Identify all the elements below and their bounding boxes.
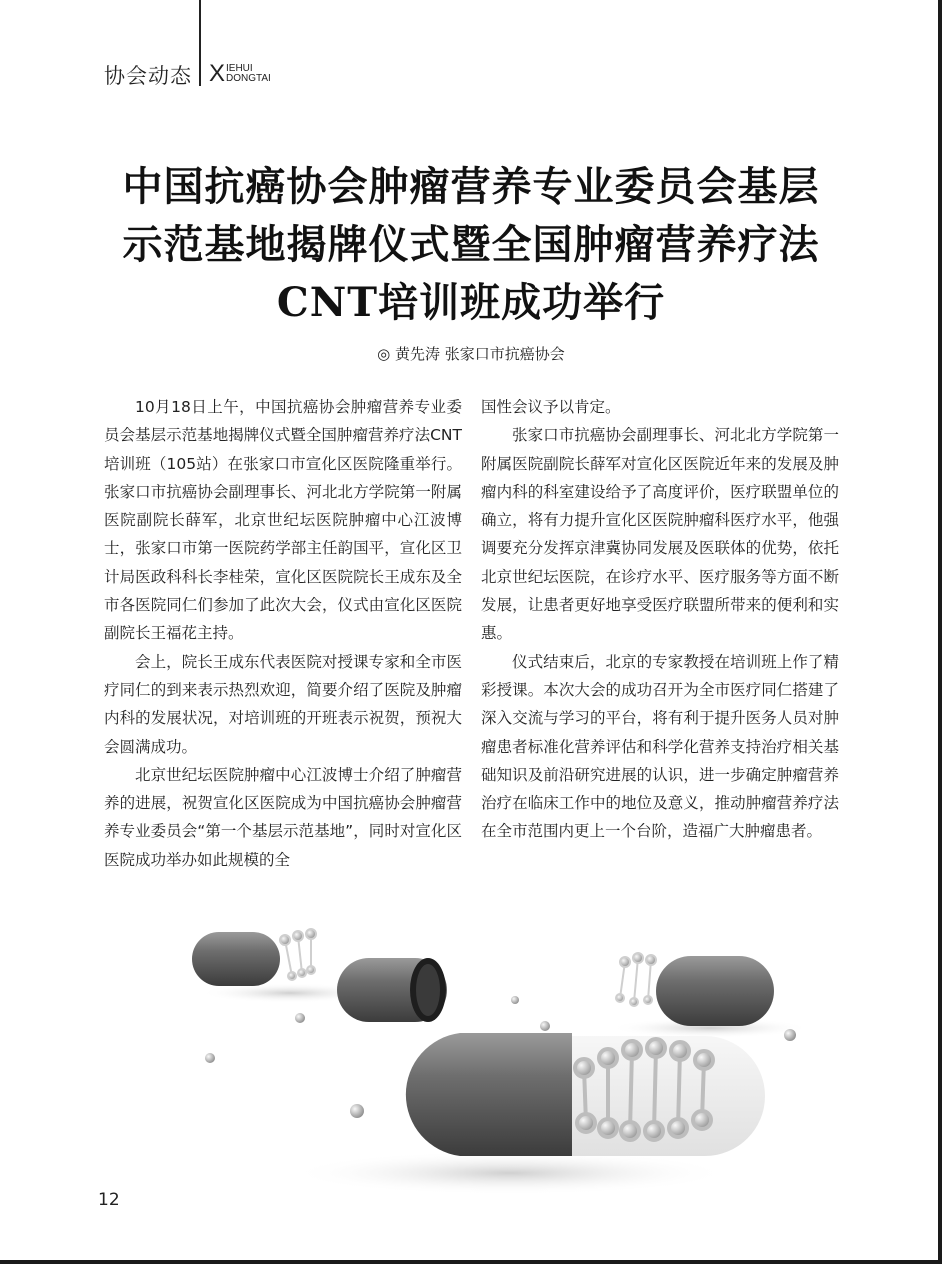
paragraph-4: 张家口市抗癌协会副理事长、河北北方学院第一附属医院副院长薛军对宣化区医院近年来的发展及肿瘤内科的科室建设给予了高度评价，医疗联盟单位的确立，将有力提升宣化区医院肿瘤科医疗水平，他强调要充分发挥京津冀协同发展及医联体的优势，依托北京世纪坛医院，在诊疗水平、医疗服务等方面不断发展，让患者更好地享受医疗联盟所带来的便利和实惠。 [481,426,839,643]
paragraph-1: 10月18日上午，中国抗癌协会肿瘤营养专业委员会基层示范基地揭牌仪式暨全国肿瘤营养疗法CNT培训班（105站）在张家口市宣化区医院隆重举行。张家口市抗癌协会副理事长、河北北方学院第一附属医院副院长薛军，北京世纪坛医院肿瘤中心江波博士，张家口市第一医院药学部主任韵国平，宣化区卫计局医政科科长李桂荣，宣化区医院院长王成东及全市各医院同仁们参加了此次大会，仪式由宣化区医院副院长王福花主持。 [104,398,462,643]
paragraph-5: 仪式结束后，北京的专家教授在培训班上作了精彩授课。本次大会的成功召开为全市医疗同仁搭建了深入交流与学习的平台，将有利于提升医务人员对肿瘤患者标准化营养评估和科学化营养支持治疗相关基础知识及前沿研究进展的认识，进一步确定肿瘤营养治疗在临床工作中的地位及意义，推动肿瘤营养疗法在全市范围内更上一个台阶，造福广大肿瘤患者。 [481,652,839,841]
section-en-initial: X [209,60,226,87]
section-label: 协会动态 [104,64,192,88]
title-line-1: 中国抗癌协会肿瘤营养专业委员会基层 [122,163,820,210]
page-edge-right [938,0,942,1264]
section-en-line1: IEHUI [226,63,253,74]
left-column [104,393,462,874]
title-line-2: 示范基地揭牌仪式暨全国肿瘤营养疗法 [122,221,820,268]
paragraph-2: 会上，院长王成东代表医院对授课专家和全市医疗同仁的到来表示热烈欢迎，简要介绍了医院及肿瘤内科的发展状况，对培训班的开班表示祝贺，预祝大会圆满成功。 [104,652,462,756]
section-en-line2: DONGTAI [226,73,271,84]
right-column [481,393,839,846]
capsule-illustration [180,918,820,1208]
page-number: 12 [98,1190,120,1210]
page-edge-bottom [0,1260,942,1264]
byline: ◎ 黄先涛 张家口市抗癌协会 [377,345,565,363]
paragraph-3-continued: 国性会议予以肯定。 [481,398,621,416]
title-line-3: CNT培训班成功举行 [276,279,666,326]
header-divider [199,0,201,86]
paragraph-3: 北京世纪坛医院肿瘤中心江波博士介绍了肿瘤营养的进展，祝贺宣化区医院成为中国抗癌协会肿瘤营养专业委员会“第一个基层示范基地”，同时对宣化区医院成功举办如此规模的全 [104,765,462,869]
article-title [70,158,872,332]
